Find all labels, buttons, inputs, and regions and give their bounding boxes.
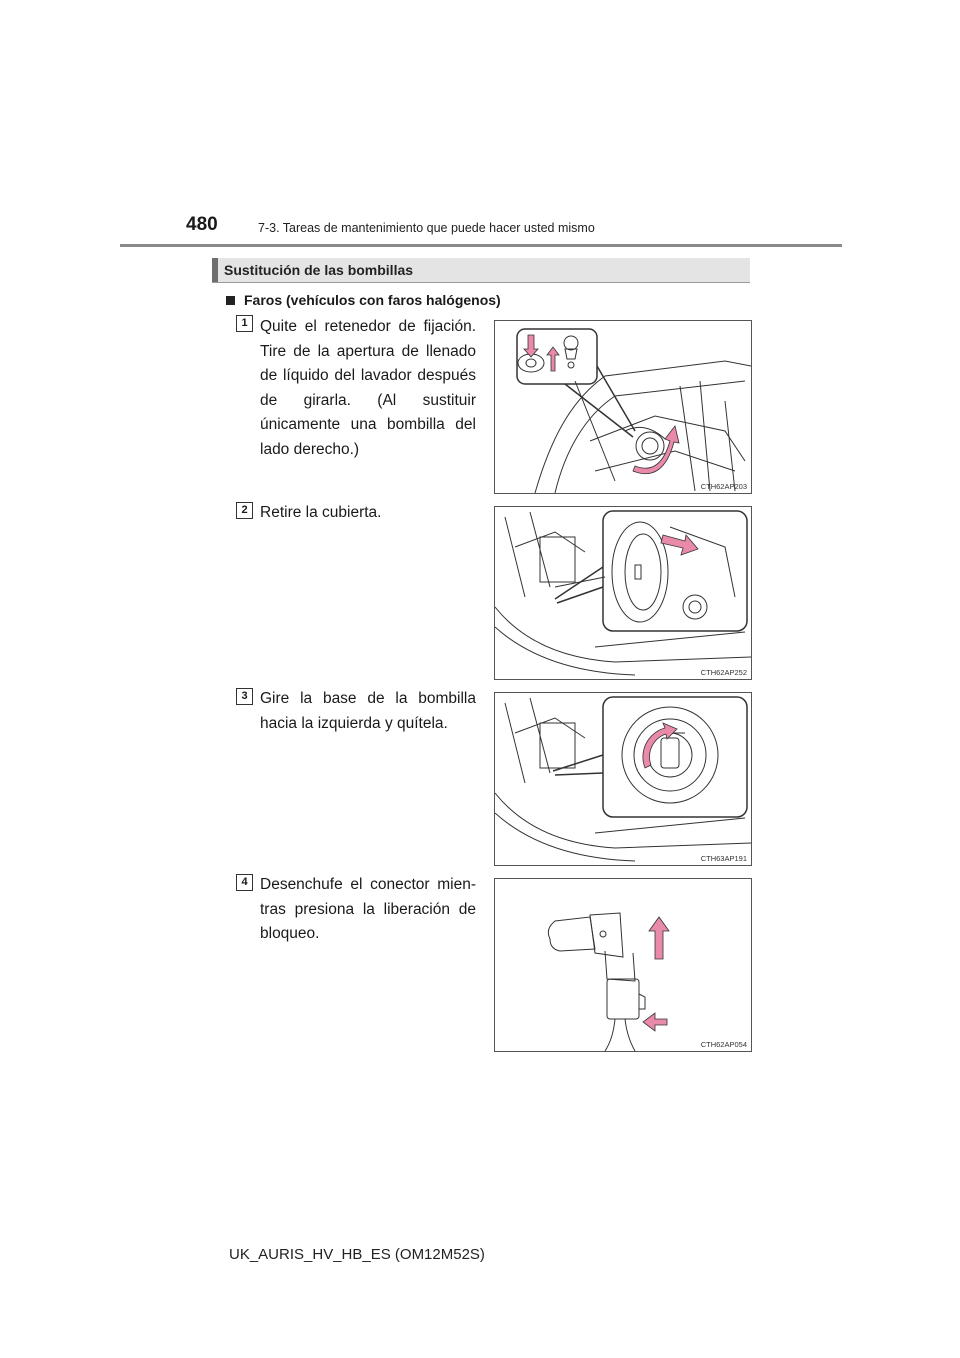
subheading	[226, 292, 501, 308]
square-bullet-icon	[226, 296, 235, 305]
step-figure	[494, 878, 752, 1052]
header-rule	[120, 244, 842, 247]
bulb-connector-illustration	[495, 879, 751, 1051]
step-number: 4	[236, 874, 253, 891]
figure-code: CTH62AP252	[700, 668, 747, 677]
figure-code: CTH63AP191	[700, 854, 747, 863]
section-title: 7-3. Tareas de mantenimiento que puede hacer usted mismo	[258, 221, 595, 235]
step-text: Retire la cubierta.	[260, 504, 382, 521]
step-number: 1	[236, 315, 253, 332]
figure-code: CTH62AP054	[700, 1040, 747, 1049]
step-figure	[494, 506, 752, 680]
figure-code: CTH62AP203	[700, 482, 747, 491]
step-number: 3	[236, 688, 253, 705]
bulb-base-illustration	[495, 693, 751, 865]
section-band-rule	[212, 282, 750, 283]
step-figure	[494, 320, 752, 494]
headlamp-cover-illustration	[495, 507, 751, 679]
step-number: 2	[236, 502, 253, 519]
step-text: Quite el retenedor de fijación. Tire de la apertura de llenado de líquido del lavador después de girarla. (Al sustituir únicamente una bombilla del lado derecho.)	[260, 318, 476, 458]
engine-bay-illustration	[495, 321, 751, 493]
subheading-text: Faros (vehículos con faros halógenos)	[244, 292, 501, 308]
page-number: 480	[186, 214, 218, 235]
step-text: Gire la base de la bombilla hacia la izquierda y quítela.	[260, 690, 476, 732]
section-band-accent	[212, 258, 218, 282]
section-band-title: Sustitución de las bombillas	[224, 262, 414, 278]
step-figure	[494, 692, 752, 866]
footer-model-code: UK_AURIS_HV_HB_ES (OM12M52S)	[229, 1246, 485, 1263]
step-text: Desenchufe el conector mien-tras presiona la liberación de bloqueo.	[260, 876, 476, 942]
